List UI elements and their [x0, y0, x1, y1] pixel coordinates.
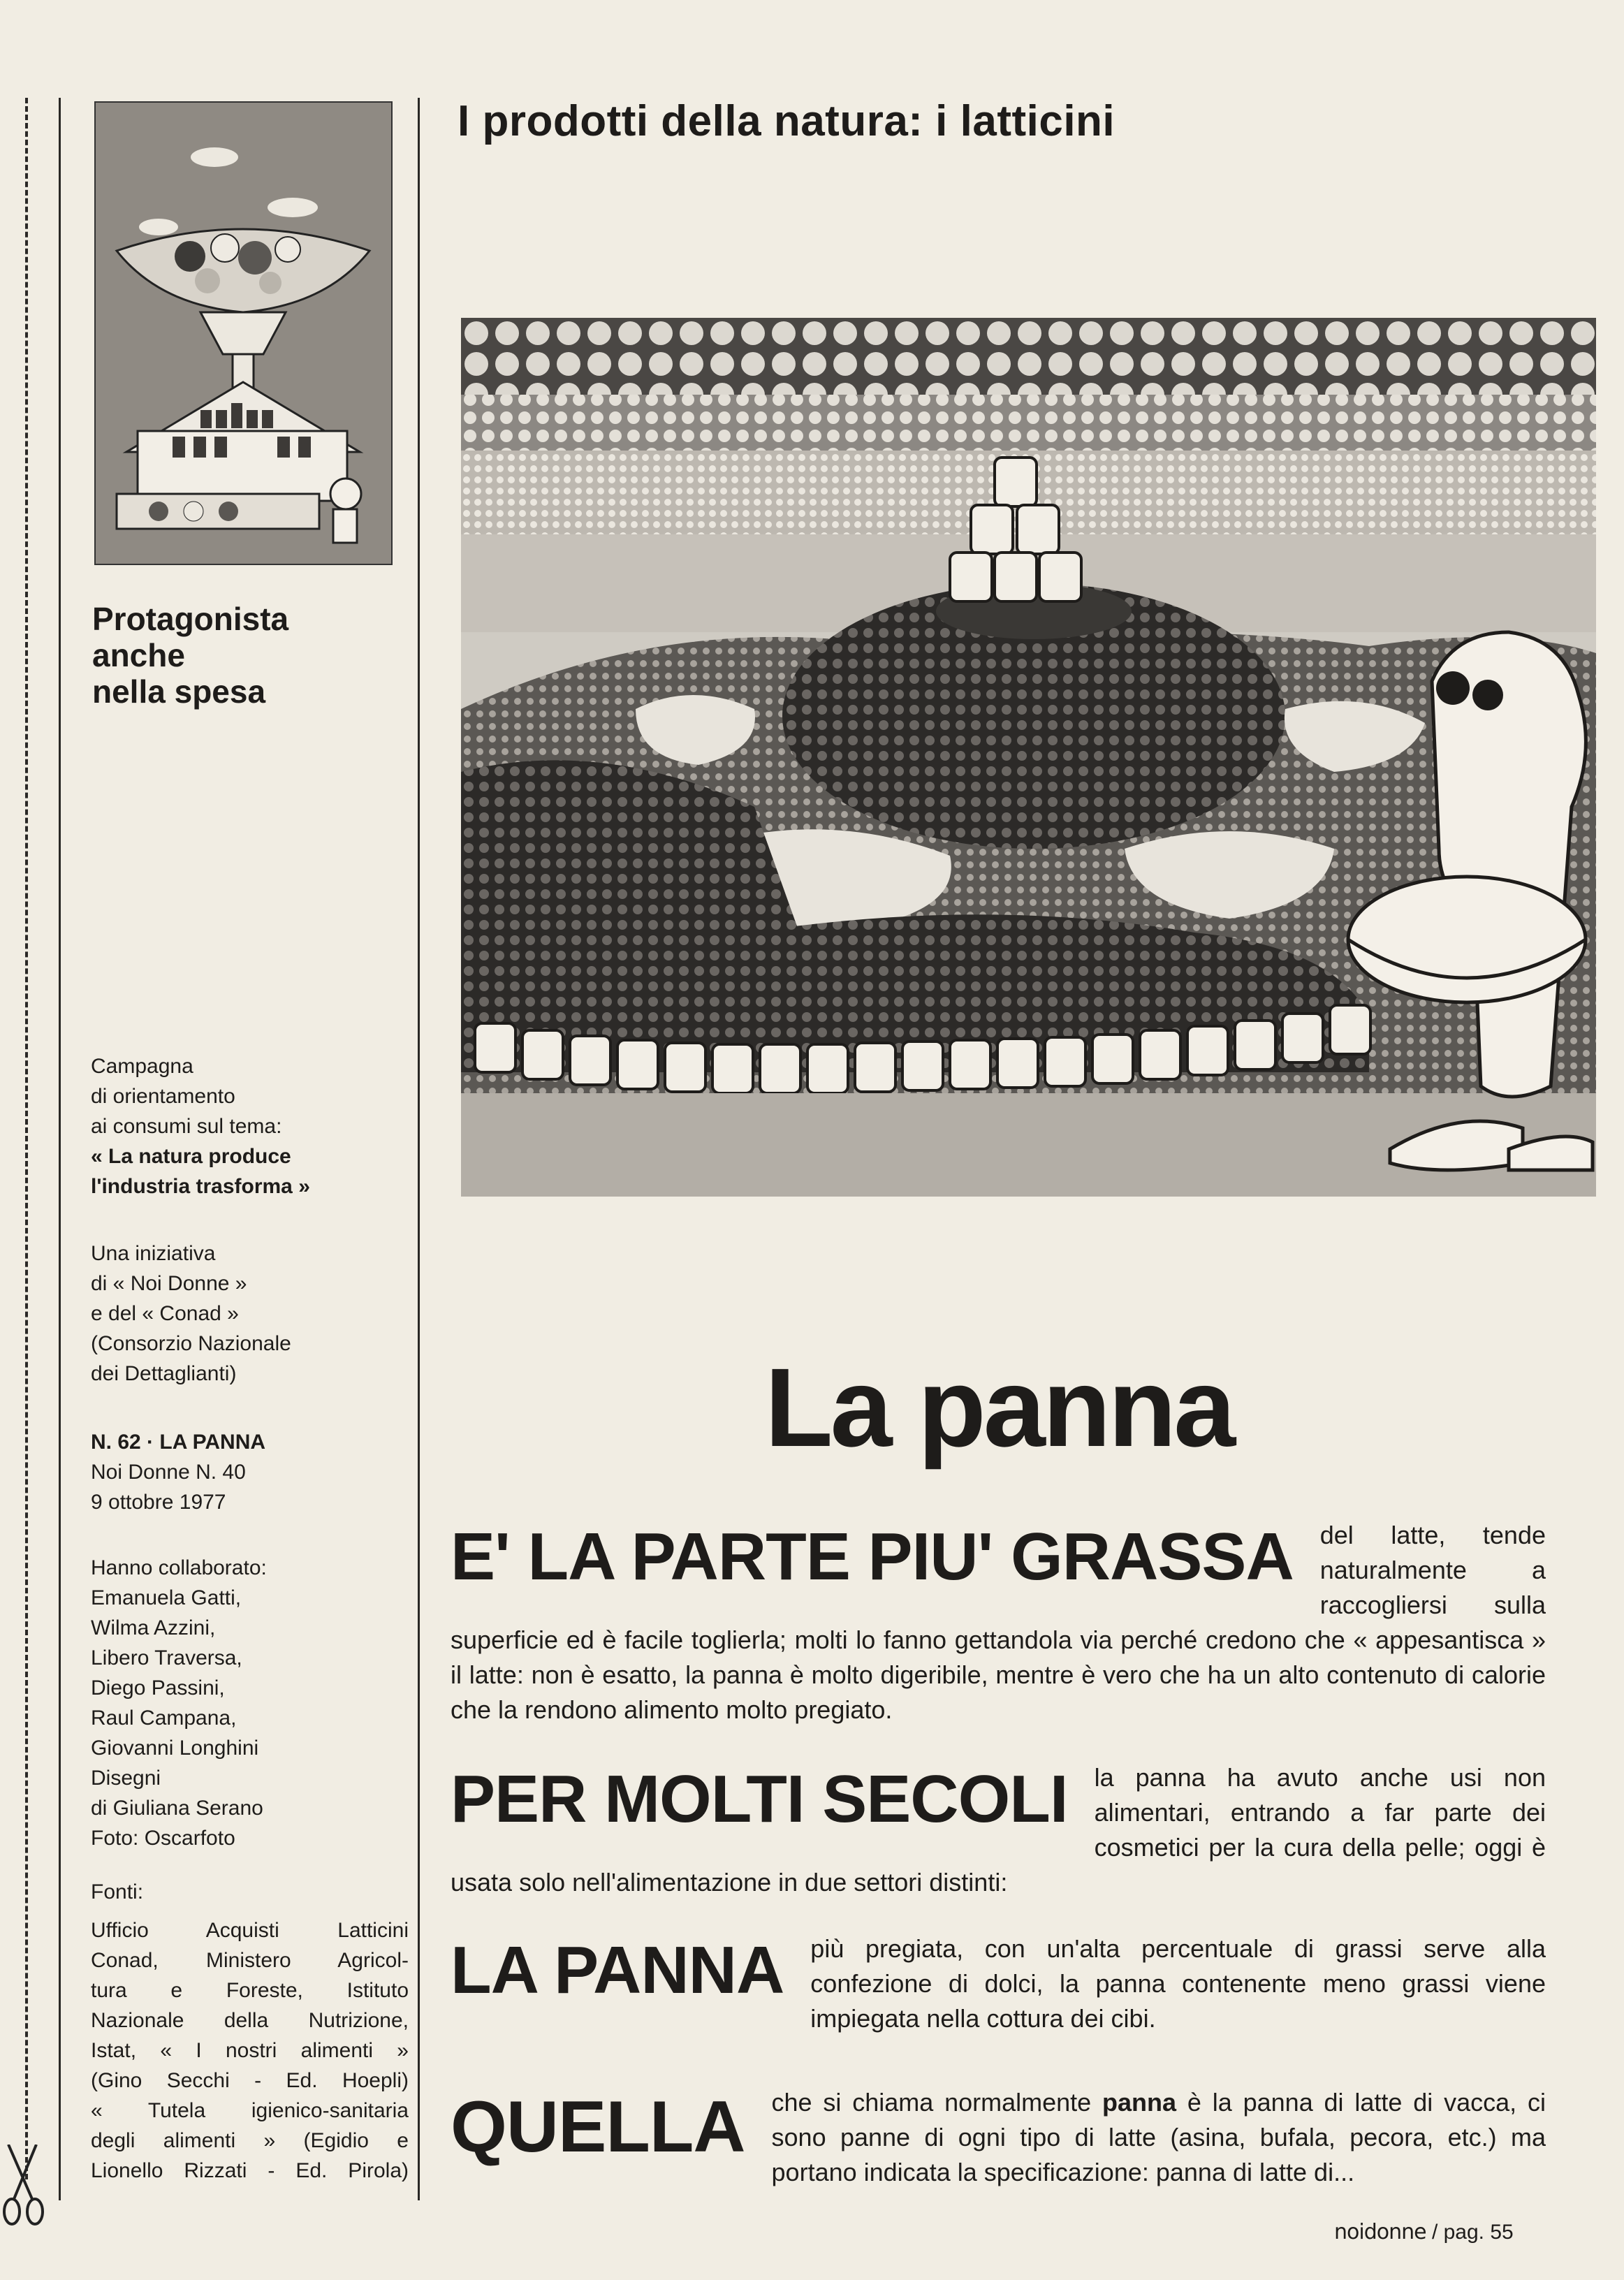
- credits: Hanno collaborato: Emanuela Gatti, Wilma Azzini, Libero Traversa, Diego Passini, Raul Campana, Giovanni Longhini Disegni di Giuliana Serano Foto: Oscarfoto: [91, 1556, 267, 1850]
- paragraph-text: che si chiama normalmente: [771, 2088, 1092, 2117]
- cut-line: [25, 98, 28, 2179]
- campaign-logo-illustration: [94, 101, 393, 565]
- article-paragraph: [451, 1518, 1546, 1727]
- page-headline: I prodotti della natura: i latticini: [458, 97, 1115, 145]
- paragraph-lead: E' LA PARTE PIU' GRASSA: [451, 1519, 1294, 1594]
- article-paragraph: [451, 1760, 1546, 1900]
- article-paragraph: [451, 2085, 1546, 2190]
- campaign-info: Campagna di orientamento ai consumi sul tema: « La natura produce l'industria trasforma »: [91, 1055, 310, 1198]
- paragraph-emphasis: panna: [1102, 2088, 1177, 2117]
- paragraph-text: più pregiata, con un'alta percentuale di grassi serve alla confezione di dolci, la panna contenente meno grassi viene impiegata nella cottura dei cibi.: [810, 1934, 1546, 2033]
- paragraph-text: è la panna di latte di vacca, ci sono panne di ogni tipo di latte (asina, bufala, pecora, etc.) ma portano indicata la specificazione: panna di latte di...: [771, 2088, 1546, 2186]
- paragraph-text: la panna ha avuto anche usi non alimentari, entrando a far parte dei cosmetici per la cura della pelle; oggi è usata solo nell'alimentazione in due settori distinti:: [451, 1763, 1546, 1897]
- issue-info: N. 62 · LA PANNA Noi Donne N. 40 9 ottobre 1977: [91, 1431, 266, 1514]
- paragraph-lead: PER MOLTI SECOLI: [451, 1762, 1068, 1836]
- page-footer: [1334, 2220, 1514, 2244]
- magazine-name: noidonne: [1334, 2220, 1426, 2244]
- paragraph-lead: LA PANNA: [451, 1933, 784, 2008]
- column-rule-left: [59, 98, 61, 2200]
- scissors-icon: [1, 2144, 45, 2228]
- initiative-info: Una iniziativa di « Noi Donne » e del « Conad » (Consorzio Nazionale dei Dettaglianti): [91, 1242, 291, 1385]
- paragraph-text: del latte, tende naturalmente a raccogliersi sulla superficie ed è facile toglierla; molti lo fanno gettandola via perché credono che « appesantisca » il latte: non è esatto, la panna è molto digeribile, mentre è vero che ha un alto contenuto di calorie che la rendono alimento molto pregiato.: [451, 1521, 1546, 1724]
- sources: Fonti: Ufficio Acquisti Latticini Conad, Ministero Agricol- tura e Foreste, Istituto Nazionale della Nutrizione, Istat, « I nostri alimenti » (Gino Secchi - Ed. Hoepli) « Tutela igienico-sanitaria degli alimenti » (Egidio e Lionello Rizzati - Ed. Pirola): [91, 1877, 409, 2186]
- page-number: / pag. 55: [1431, 2221, 1514, 2244]
- article-paragraph: [451, 1931, 1546, 2036]
- article-title: La panna: [764, 1345, 1234, 1470]
- column-rule-middle: [418, 98, 420, 2200]
- dairy-landscape-illustration: [461, 318, 1596, 1197]
- sources-label: Fonti:: [91, 1880, 144, 1903]
- sidebar-title: Protagonista anche nella spesa: [92, 601, 289, 710]
- paragraph-lead: QUELLA: [451, 2087, 745, 2168]
